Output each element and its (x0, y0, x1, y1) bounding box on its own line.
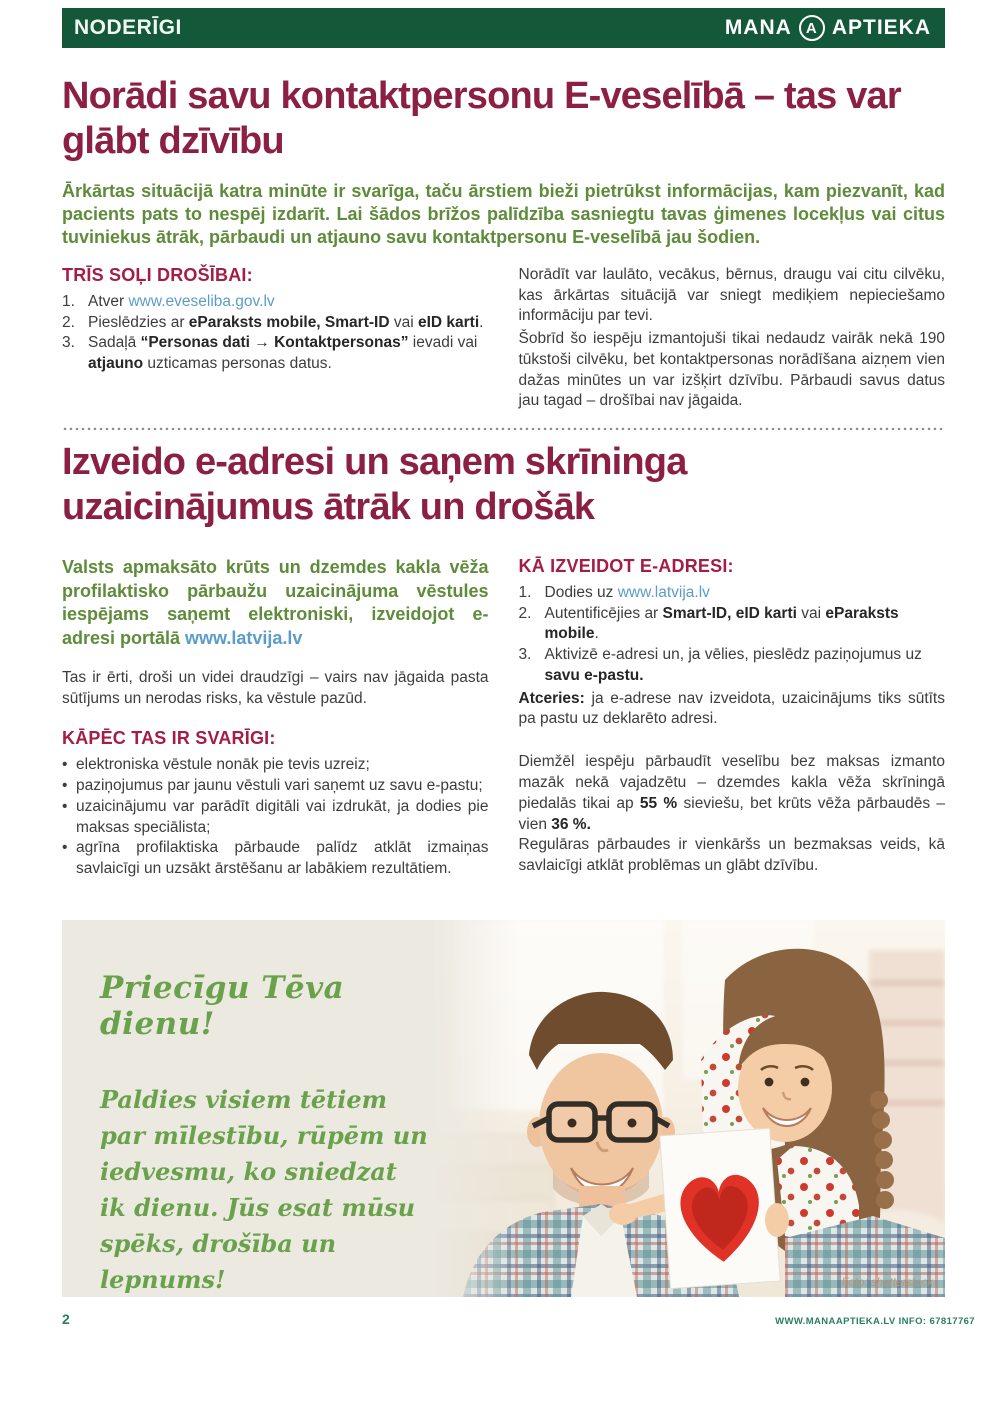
step-text: Pieslēdzies ar eParaksts mobile, Smart-ID vai eID karti. (88, 313, 484, 331)
bullet-item: • agrīna profilaktiska pārbaude palīdz atklāt izmaiņas savlaicīgi un uzsākt ārstēšanu ar labākiem rezultātiem. (62, 838, 489, 880)
step-number: 3. (62, 334, 75, 352)
why-heading: KĀPĒC TAS IR SVARĪGI: (62, 728, 276, 749)
step-item (62, 333, 489, 375)
step-number: 1. (62, 292, 75, 310)
bullet-item: • elektroniska vēstule nonāk pie tevis uzreiz; (62, 755, 489, 776)
fathers-day-card (62, 920, 945, 1297)
screening-stats: Diemžēl iespēju pārbaudīt veselību bez maksas izmanto mazāk nekā vajadzētu – dzemdes kakla vēža skrīningā piedalās tikai ap 55 % sieviešu, bet krūts vēža pārbaudēs – vien 36 %. (518, 753, 945, 833)
steps-list (62, 292, 489, 375)
article2-left-column (62, 556, 489, 880)
card-title: Priecīgu Tēva dienu! (100, 969, 345, 1042)
brand-mana: MANA (724, 16, 792, 39)
card-message: Paldies visiem tētiem par mīlestību, rūpēm un iedvesmu, ko sniedzat ik dienu. Jūs esat mūsu spēks, drošība un lepnums! (100, 1084, 428, 1294)
step-text: Autentificējies ar Smart-ID, eID karti vai eParaksts mobile. (544, 604, 899, 643)
step-item (519, 583, 946, 604)
article1-columns (62, 265, 945, 412)
how-heading: KĀ IZVEIDOT E-ADRESI: (518, 555, 734, 576)
step-item (62, 292, 489, 313)
photo-credit: Foto: shutterstock (841, 1276, 933, 1289)
article1-right-column (519, 265, 946, 412)
paragraph: Norādīt var laulāto, vecākus, bērnus, draugu vai citu cilvēku, kas ārkārtas situācijā var sniegt mediķiem nepieciešamo informāciju par tevi. (518, 265, 945, 325)
bullet-item: • uzaicinājumu var parādīt digitāli vai izdrukāt, ja dodies pie maksas speciālista; (62, 797, 489, 839)
article2-columns (62, 556, 945, 880)
step-text[interactable]: Atver www.eveseliba.gov.lv (88, 292, 275, 310)
step-text: Aktivizē e-adresi un, ja vēlies, pieslēdz paziņojumus uz savu e-pastu. (544, 646, 922, 684)
footer-info: WWW.MANAAPTIEKA.LV INFO: 67817767 (775, 1315, 975, 1327)
steps-heading: TRĪS SOĻI DROŠĪBAI: (62, 264, 253, 285)
step-number: 1. (518, 583, 532, 601)
step-item (62, 313, 489, 334)
paragraph: Šobrīd šo iespēju izmantojuši tikai nedaudz vairāk nekā 190 tūkstoši cilvēku, bet kontaktpersonas norādīšana aizņem vien dažas minūtes un var izšķirt dzīvību. Pārbaudi savus datus jau tagad – drošībai nav jāgaida. (518, 330, 945, 410)
article1-left-column (62, 265, 489, 412)
daughter-hand (765, 1203, 789, 1237)
step-item (519, 645, 946, 687)
how-steps-list (519, 583, 946, 687)
article2-title: Izveido e-adresi un saņem skrīninga uzaicinājumus ātrāk un drošāk (62, 441, 687, 529)
fathers-day-photo (433, 920, 945, 1297)
why-bullet-list (62, 755, 489, 880)
page-footer (0, 1311, 1000, 1327)
section-label: NODERĪGI (74, 16, 182, 39)
brand (725, 15, 931, 41)
article2-lead: Valsts apmaksāto krūts un dzemdes kakla vēža profilaktisko pārbaužu uzaicinājuma vēstules iespējams saņemt elektroniski, izveidojot e-adresi portālā www.latvija.lv (62, 556, 489, 649)
mana-aptieka-logo-icon: A (799, 15, 825, 41)
step-number: 3. (518, 646, 532, 664)
step-number: 2. (62, 313, 75, 331)
step-text: Sadaļā “Personas dati → Kontaktpersonas” ievadi vai atjauno uzticamas personas datus. (88, 334, 478, 373)
step-text[interactable]: Dodies uz www.latvija.lv (544, 583, 710, 601)
bullet-item: • paziņojumus par jaunu vēstuli vari saņemt uz savu e-pastu; (62, 776, 489, 797)
header-bar (62, 8, 945, 48)
footer-page-number: 2 (62, 1310, 70, 1327)
step-number: 2. (518, 604, 532, 622)
article2-right-column (519, 556, 946, 880)
closing-paragraph: Regulāras pārbaudes ir vienkāršs un bezmaksas veids, kā savlaicīgi atklāt problēmas un glābt dzīvību. (518, 836, 945, 875)
card-text-block (100, 970, 460, 1297)
dotted-divider (62, 426, 945, 430)
article1-title: Norādi savu kontaktpersonu E-veselībā – tas var glābt dzīvību (62, 75, 901, 162)
paragraph: Tas ir ērti, droši un videi draudzīgi – vairs nav jāgaida pasta sūtījums un nerodas risks, ka vēstule pazūd. (62, 668, 489, 707)
article1-intro: Ārkārtas situācijā katra minūte ir svarīga, taču ārstiem bieži pietrūkst informācijas, kam piezvanīt, kad pacients pats to nespēj izdarīt. Lai šādos brīžos palīdzība sasniegtu tavas ģimenes locekļus vai citus tuviniekus ātrāk, pārbaudi un atjauno savu kontaktpersonu E-veselībā jau šodien. (62, 180, 945, 248)
step-item (519, 604, 946, 646)
remember-note: Atceries: ja e-adrese nav izveidota, uzaicinājums tiks sūtīts pa pastu uz deklarēto adresi. (518, 689, 945, 728)
brand-aptieka: APTIEKA (831, 16, 931, 39)
heart-card (660, 1128, 780, 1288)
